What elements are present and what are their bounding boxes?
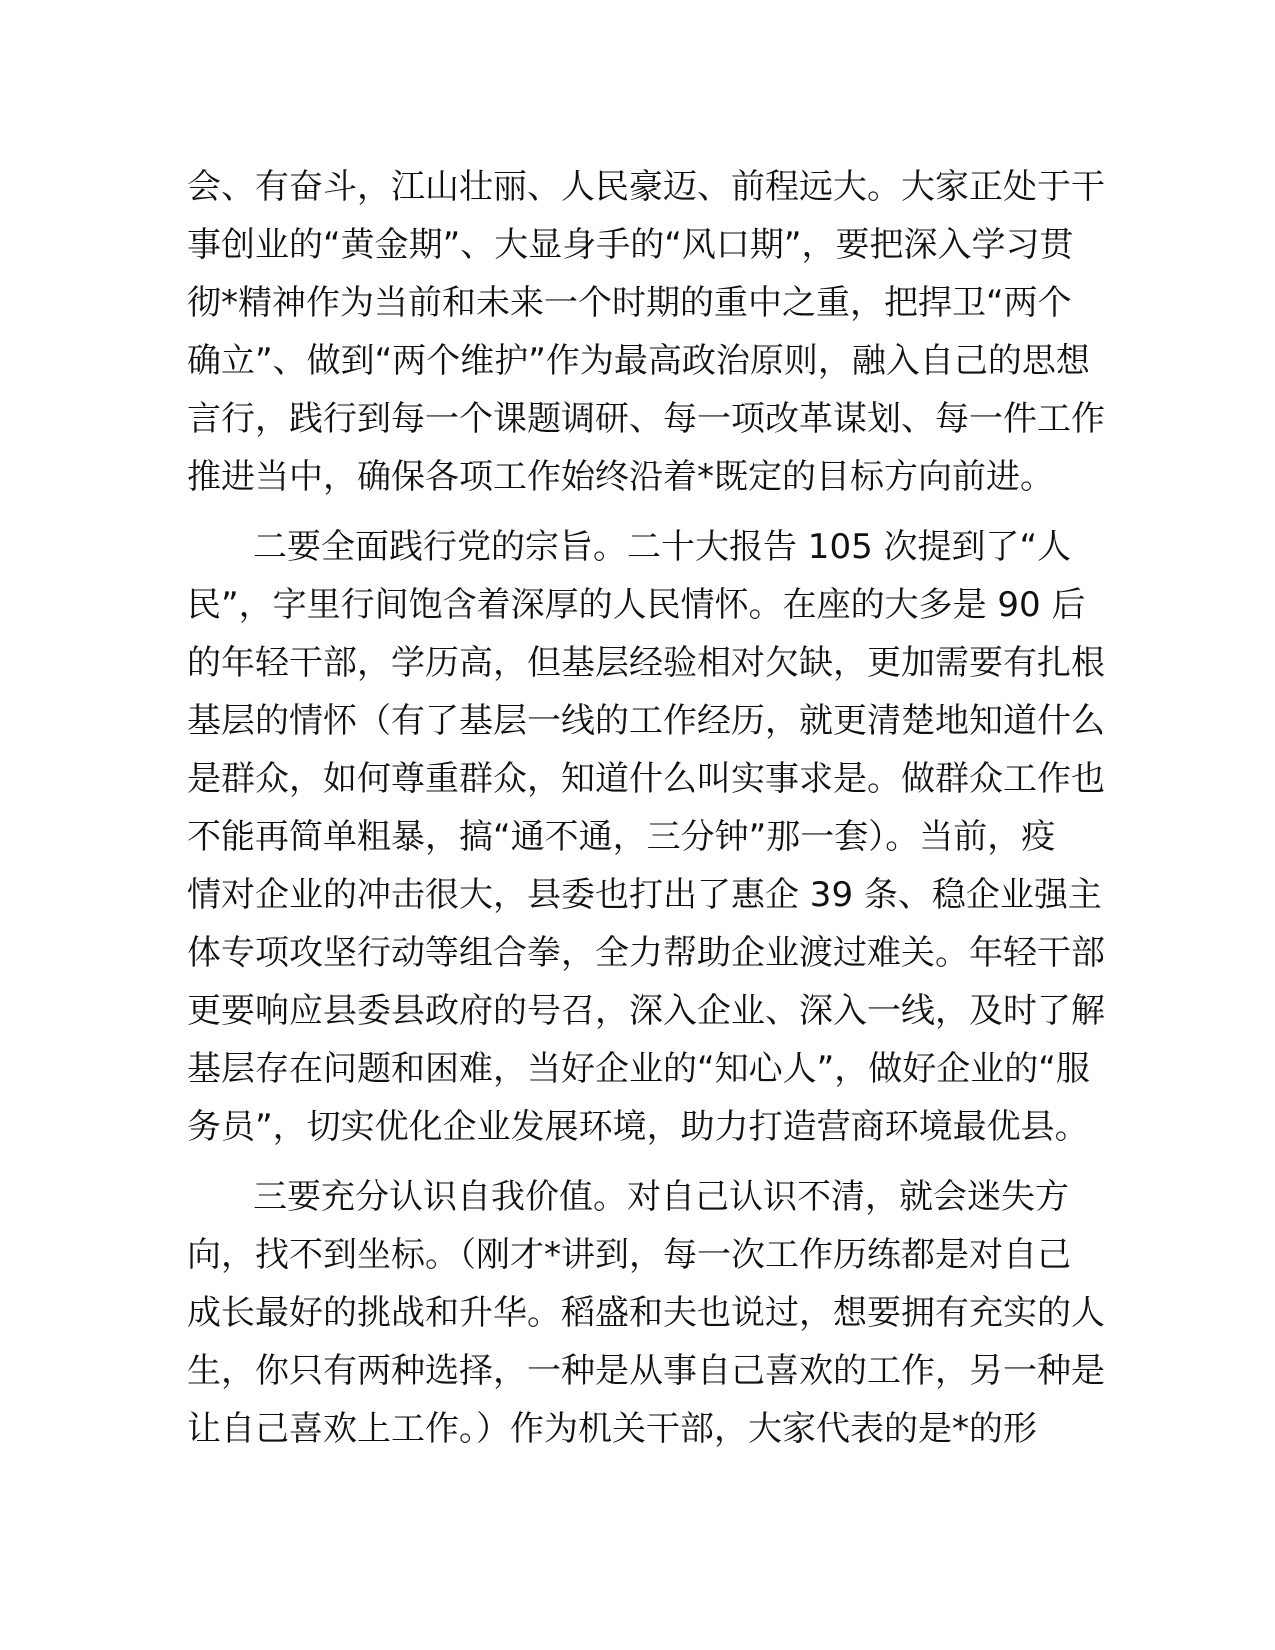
text-line: 推进当中，确保各项工作始终沿着*既定的目标方向前进。 <box>187 457 1054 497</box>
text-line: 民”，字里行间饱含着深厚的人民情怀。在座的大多是 90 后 <box>187 585 1086 625</box>
paragraph-spacing <box>187 506 1097 518</box>
paragraph-3 <box>187 1168 1105 1458</box>
text-line: 更要响应县委县政府的号召，深入企业、深入一线，及时了解 <box>187 991 1105 1031</box>
text-line: 生，你只有两种选择，一种是从事自己喜欢的工作，另一种是 <box>187 1351 1105 1391</box>
text-line-first: 三要充分认识自我价值。对自己认识不清，就会迷失方 <box>253 1177 1069 1217</box>
text-line: 务员”，切实优化企业发展环境，助力打造营商环境最优县。 <box>187 1107 1089 1147</box>
text-line: 是群众，如何尊重群众，知道什么叫实事求是。做群众工作也 <box>187 759 1105 799</box>
paragraph-2 <box>187 518 1105 1156</box>
text-line: 基层的情怀（有了基层一线的工作经历，就更清楚地知道什么 <box>187 701 1105 741</box>
text-line: 彻*精神作为当前和未来一个时期的重中之重，把捍卫“两个 <box>187 283 1072 323</box>
text-line: 会、有奋斗，江山壮丽、人民豪迈、前程远大。大家正处于干 <box>187 167 1105 207</box>
document-body <box>187 158 1105 1458</box>
text-line: 让自己喜欢上工作。）作为机关干部，大家代表的是*的形 <box>187 1409 1037 1449</box>
text-line: 成长最好的挑战和升华。稻盛和夫也说过，想要拥有充实的人 <box>187 1293 1105 1333</box>
text-line: 不能再简单粗暴，搞“通不通，三分钟”那一套）。当前，疫 <box>187 817 1056 857</box>
text-line: 情对企业的冲击很大，县委也打出了惠企 39 条、稳企业强主 <box>187 875 1102 915</box>
paragraph-spacing <box>187 1156 1097 1168</box>
text-line: 确立”、做到“两个维护”作为最高政治原则，融入自己的思想 <box>187 341 1090 381</box>
text-line: 的年轻干部，学历高，但基层经验相对欠缺，更加需要有扎根 <box>187 643 1105 683</box>
text-line-first: 二要全面践行党的宗旨。二十大报告 105 次提到了“人 <box>253 527 1072 567</box>
text-line: 向，找不到坐标。（刚才*讲到，每一次工作历练都是对自己 <box>187 1235 1071 1275</box>
paragraph-1 <box>187 158 1105 506</box>
text-line: 事创业的“黄金期”、大显身手的“风口期”，要把深入学习贯 <box>187 225 1074 265</box>
text-line: 言行，践行到每一个课题调研、每一项改革谋划、每一件工作 <box>187 399 1105 439</box>
text-line: 基层存在问题和困难，当好企业的“知心人”，做好企业的“服 <box>187 1049 1090 1089</box>
text-line: 体专项攻坚行动等组合拳，全力帮助企业渡过难关。年轻干部 <box>187 933 1105 973</box>
